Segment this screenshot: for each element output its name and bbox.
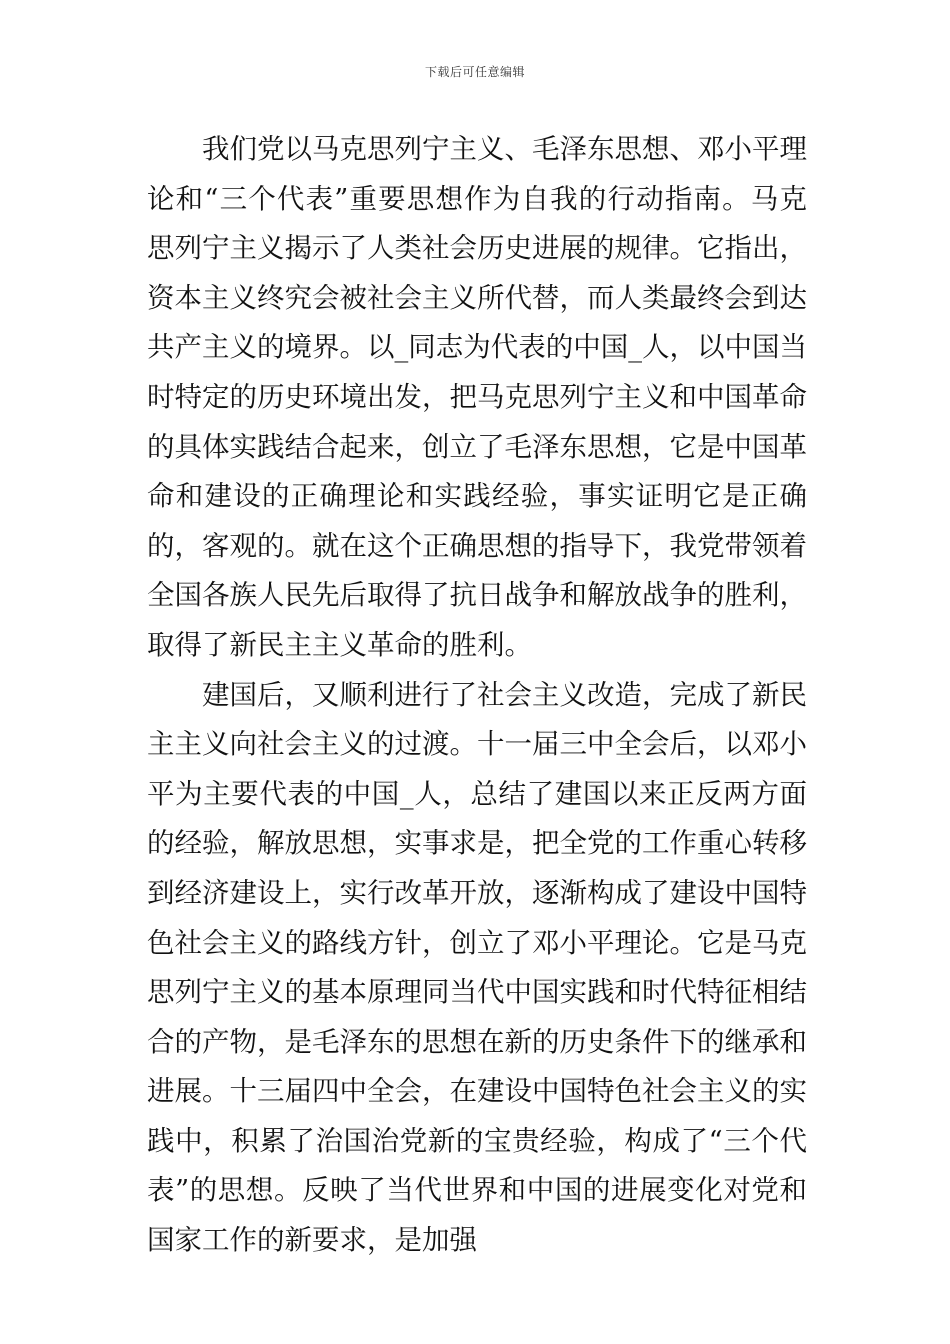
document-body [147, 125, 807, 1266]
paragraph-1: 我们党以马克思列宁主义、毛泽东思想、邓小平理论和“三个代表”重要思想作为自我的行动指南。马克思列宁主义揭示了人类社会历史进展的规律。它指出，资本主义终究会被社会主义所代替，而人类最终会到达共产主义的境界。以_同志为代表的中国_人，以中国当时特定的历史环境出发，把马克思列宁主义和中国革命的具体实践结合起来，创立了毛泽东思想，它是中国革命和建设的正确理论和实践经验，事实证明它是正确的，客观的。就在这个正确思想的指导下，我党带领着全国各族人民先后取得了抗日战争和解放战争的胜利，取得了新民主主义革命的胜利。 [147, 133, 807, 661]
page-header: 下载后可任意编辑 [424, 65, 525, 79]
paragraph-2: 建国后，又顺利进行了社会主义改造，完成了新民主主义向社会主义的过渡。十一届三中全会后，以邓小平为主要代表的中国_人，总结了建国以来正反两方面的经验，解放思想，实事求是，把全党的工作重心转移到经济建设上，实行改革开放，逐渐构成了建设中国特色社会主义的路线方针，创立了邓小平理论。它是马克思列宁主义的基本原理同当代中国实践和时代特征相结合的产物，是毛泽东的思想在新的历史条件下的继承和进展。十三届四中全会，在建设中国特色社会主义的实践中，积累了治国治党新的宝贵经验，构成了“三个代表”的思想。反映了当代世界和中国的进展变化对党和国家工作的新要求，是加强 [147, 678, 807, 1257]
